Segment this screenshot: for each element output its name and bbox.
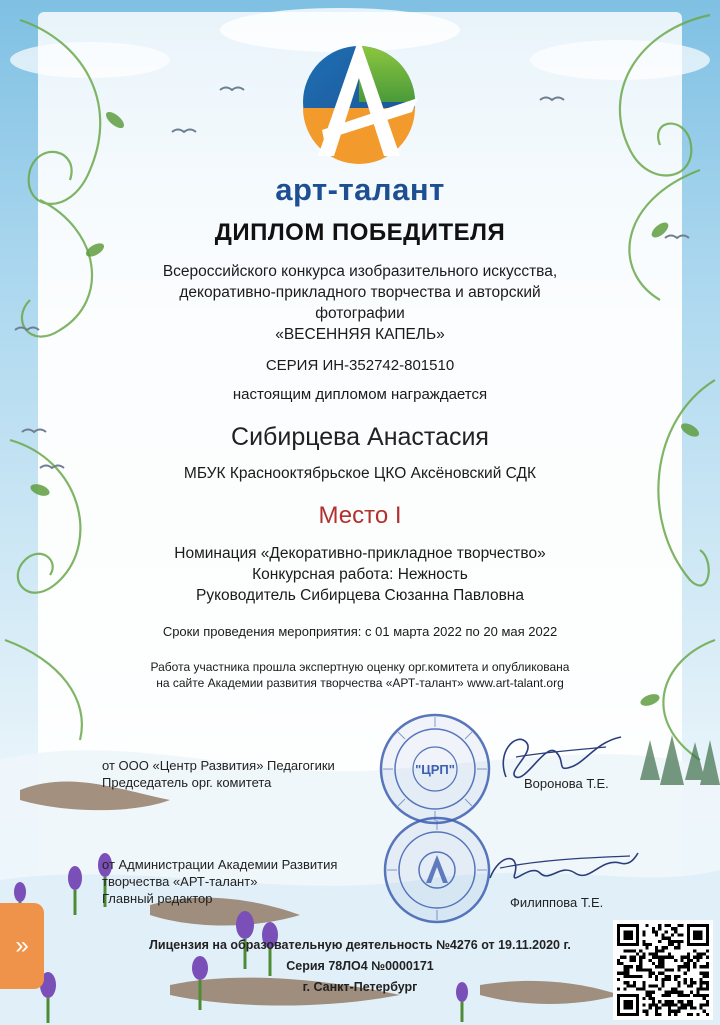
signature-block-editor [102,856,337,907]
review-line: Работа участника прошла экспертную оценку орг.комитета и опубликована [150,660,570,674]
qr-code [613,920,713,1020]
signature-org: творчества «АРТ-талант» [102,874,258,889]
diploma-series: СЕРИЯ ИН-352742-801510 [265,357,455,374]
event-dates: Сроки проведения мероприятия: с 01 марта 2022 по 20 мая 2022 [162,624,558,639]
license-line: Лицензия на образовательную деятельность №4276 от 19.11.2020 г. [149,938,571,952]
contest-line: фотографии [315,305,405,322]
supervisor-line: Руководитель Сибирцева Сюзанна Павловна [196,587,524,604]
handwritten-signature-filippova [480,838,640,898]
signature-org: от Администрации Академии Развития [102,857,338,872]
signature-block-chairman [102,757,335,791]
stamp-art-talant [382,815,492,925]
signature-name-editor: Филиппова Т.Е. [510,895,604,910]
handwritten-signature-voronova [486,722,626,792]
stamp-crp [378,712,492,826]
nomination-block [0,543,720,606]
contest-description [0,261,720,345]
review-note [0,659,720,691]
review-line: на сайте Академии развития творчества «АРТ-талант» www.art-talant.org [156,676,564,690]
place-label: Место I [318,502,402,529]
signature-role: Главный редактор [102,891,213,906]
license-series: Серия 78ЛО4 №0000171 [286,959,434,973]
art-talant-logo [300,38,418,166]
signature-role: Председатель орг. комитета [102,775,272,790]
winner-organization: МБУК Краснооктябрьское ЦКО Аксёновский СДК [183,465,537,482]
contest-line: Всероссийского конкурса изобразительного искусства, [162,263,558,280]
contest-line: декоративно-прикладного творчества и авторский [179,284,541,301]
brand-name: арт-талант [275,172,445,207]
stamp-crp-label: "ЦРП" [415,762,455,777]
signature-org: от ООО «Центр Развития» Педагогики [102,758,335,773]
nomination-line: Номинация «Декоративно-прикладное творчество» [174,545,546,562]
license-footer [0,935,720,998]
award-text: настоящим дипломом награждается [232,386,488,403]
winner-name: Сибирцева Анастасия [231,423,489,451]
city-line: г. Санкт-Петербург [302,980,418,994]
side-expand-button[interactable]: » [0,903,44,989]
signature-name-chairman: Воронова Т.Е. [524,776,609,791]
contest-name: «ВЕСЕННЯЯ КАПЕЛЬ» [275,326,445,343]
work-title-line: Конкурсная работа: Нежность [252,566,468,583]
diploma-title: ДИПЛОМ ПОБЕДИТЕЛЯ [214,219,506,246]
